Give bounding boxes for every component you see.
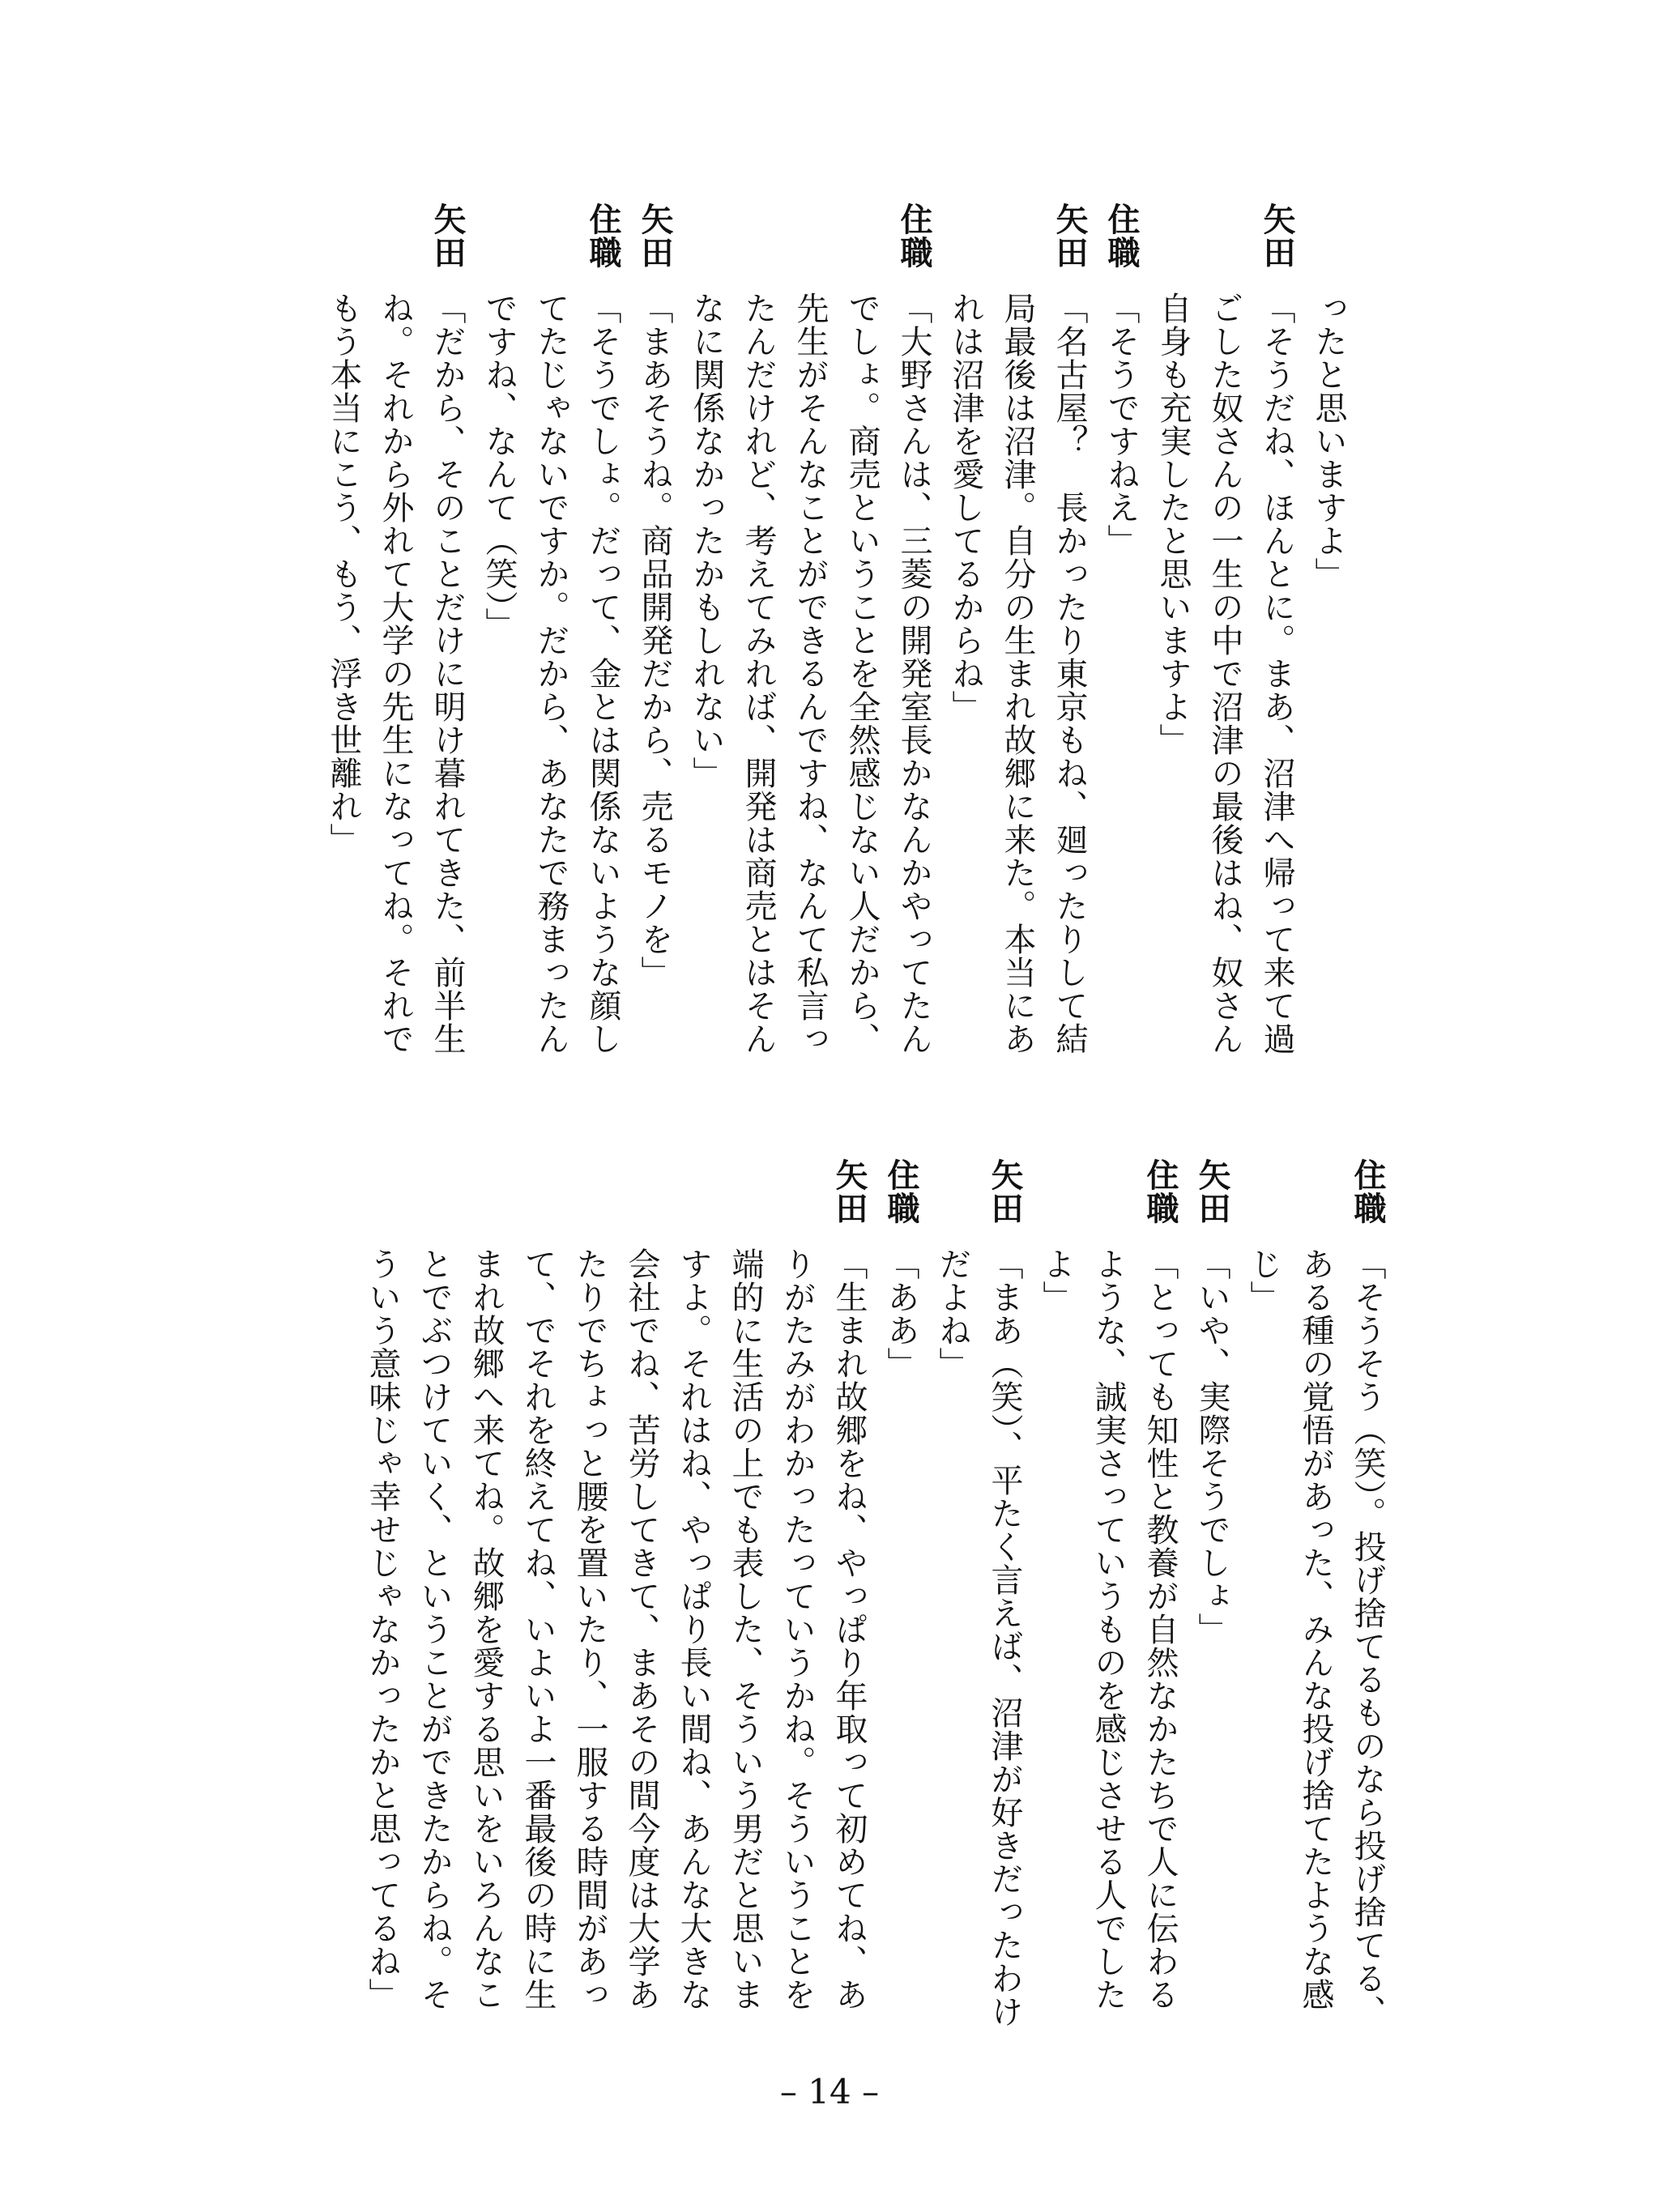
- speaker-label: 住職: [882, 1158, 920, 1225]
- upper-line-7: [992, 202, 1043, 1055]
- lower-line-7: [1030, 1158, 1082, 1314]
- upper-line-20: [318, 202, 369, 856]
- upper-line-8: [940, 202, 992, 723]
- line-text: ういう意味じゃ幸せじゃなかったかと思ってるね」: [364, 1247, 401, 2011]
- line-text: もう本当にこう、もう、浮き世離れ」: [325, 292, 362, 856]
- lower-line-8: [979, 1158, 1030, 2028]
- line-text: まれ故郷へ来てね。故郷を愛する思いをいろんなこ: [467, 1247, 505, 2011]
- speaker-label: 矢田: [636, 202, 674, 269]
- upper-line-3: [1199, 202, 1251, 1055]
- line-text: ったと思いますよ」: [1310, 292, 1347, 590]
- line-text: ですね、なんて（笑）」: [480, 292, 518, 641]
- line-text: てたじゃないですか。だから、あなたで務まったん: [532, 292, 569, 1055]
- upper-line-9: [888, 202, 940, 1055]
- line-text: 「大野さんは、三菱の開発室長かなんかやってたん: [895, 292, 932, 1055]
- upper-line-16: [525, 202, 577, 1055]
- line-text: 「だから、そのことだけに明け暮れてきた、前半生: [429, 292, 466, 1055]
- upper-line-4: [1147, 202, 1199, 757]
- line-text: 「名古屋？ 長かったり東京もね、廻ったりして結: [1051, 292, 1088, 1055]
- speaker-label: 矢田: [1051, 202, 1089, 269]
- line-text: ある種の覚悟があった、みんな投げ捨てたような感: [1297, 1247, 1334, 2011]
- speaker-label: 矢田: [986, 1158, 1024, 1225]
- speaker-label: 矢田: [1193, 1158, 1231, 1225]
- line-text: 先生がそんなことができるんですね、なんて私言っ: [791, 292, 829, 1055]
- speaker-label: 矢田: [830, 1158, 868, 1225]
- line-text: ね。それから外れて大学の先生になってね。それで: [377, 292, 414, 1055]
- upper-line-1: [1303, 202, 1354, 590]
- upper-line-12: [732, 202, 784, 1055]
- line-text: 「とっても知性と教養が自然なかたちで人に伝わる: [1141, 1247, 1179, 2011]
- lower-line-5: [1134, 1158, 1186, 2011]
- lower-line-9: [927, 1158, 979, 1380]
- lower-line-10: [875, 1158, 927, 1380]
- lower-line-3: [1238, 1158, 1290, 1314]
- line-text: 自身も充実したと思いますよ」: [1154, 292, 1192, 757]
- line-text: すよ。それはね、やっぱり長い間ね、あんな大きな: [675, 1247, 712, 2011]
- lower-line-4: [1186, 1158, 1238, 1646]
- line-text: て、でそれを終えてね、いよいよ一番最後の時に生: [519, 1247, 557, 2011]
- line-text: 「そうですねえ」: [1102, 292, 1140, 557]
- line-text: だよね」: [934, 1247, 971, 1380]
- lower-line-17: [512, 1158, 564, 2011]
- line-text: 「そうそう（笑）。投げ捨てるものなら投げ捨てる、: [1349, 1247, 1386, 2028]
- lower-line-2: [1290, 1158, 1341, 2011]
- upper-line-2: [1251, 202, 1303, 1055]
- line-text: たんだけれど、考えてみれば、開発は商売とはそん: [740, 292, 777, 1055]
- lower-line-14: [667, 1158, 719, 2011]
- upper-line-10: [836, 202, 888, 1055]
- upper-line-17: [473, 202, 525, 641]
- lower-line-15: [616, 1158, 667, 2011]
- lower-line-12: [771, 1158, 823, 2011]
- upper-section: [325, 202, 1354, 1199]
- speaker-label: 矢田: [429, 202, 467, 269]
- upper-line-18: [421, 202, 473, 1055]
- lower-section: [223, 1158, 1393, 2154]
- line-text: 「生まれ故郷をね、やっぱり年取って初めてね、あ: [830, 1247, 868, 2011]
- upper-line-5: [1095, 202, 1147, 557]
- lower-line-11: [823, 1158, 875, 2011]
- line-text: 「ああ」: [882, 1247, 919, 1380]
- upper-lines: [325, 202, 1354, 1199]
- line-text: 会社でね、苦労してきて、まあその間今度は大学あ: [623, 1247, 660, 2011]
- line-text: 「そうだね、ほんとに。まあ、沼津へ帰って来て過: [1258, 292, 1295, 1055]
- upper-line-19: [369, 202, 421, 1055]
- upper-line-13: [680, 202, 732, 790]
- line-text: 「そうでしょ。だって、金とは関係ないような顔し: [584, 292, 621, 1055]
- speaker-label: 住職: [1141, 1158, 1179, 1225]
- line-text: 「まあ（笑）、平たく言えば、沼津が好きだったわけ: [986, 1247, 1023, 2028]
- line-text: 「まあそうね。商品開発だから、売るモノを」: [636, 292, 673, 989]
- line-text: よ」: [1038, 1247, 1075, 1314]
- line-text: ごした奴さんの一生の中で沼津の最後はね、奴さん: [1206, 292, 1243, 1055]
- lower-line-20: [356, 1158, 408, 2011]
- line-text: 端的に生活の上でも表した、そういう男だと思いま: [727, 1247, 764, 2011]
- line-text: じ」: [1245, 1247, 1282, 1314]
- line-text: りがたみがわかったっていうかね。そういうことを: [778, 1247, 816, 2011]
- upper-line-15: [577, 202, 629, 1055]
- line-text: とでぶつけていく、ということができたからね。そ: [416, 1247, 453, 2011]
- upper-line-11: [784, 202, 836, 1055]
- lower-line-18: [460, 1158, 512, 2011]
- line-text: 「いや、実際そうでしょ」: [1193, 1247, 1230, 1646]
- line-text: れは沼津を愛してるからね」: [947, 292, 984, 723]
- lower-line-16: [564, 1158, 616, 2011]
- speaker-label: 住職: [895, 202, 933, 269]
- line-text: でしょ。商売ということを全然感じない人だから、: [843, 292, 881, 1055]
- line-text: なに関係なかったかもしれない」: [688, 292, 725, 790]
- lower-line-6: [1082, 1158, 1134, 2011]
- line-text: たりでちょっと腰を置いたり、一服する時間があっ: [571, 1247, 608, 2011]
- line-text: 局最後は沼津。自分の生まれ故郷に来た。本当にあ: [999, 292, 1036, 1055]
- lower-lines: [223, 1158, 1393, 2154]
- speaker-label: 矢田: [1258, 202, 1296, 269]
- upper-line-14: [629, 202, 680, 989]
- speaker-label: 住職: [584, 202, 622, 269]
- lower-line-13: [719, 1158, 771, 2011]
- speaker-label: 住職: [1102, 202, 1141, 269]
- upper-line-6: [1043, 202, 1095, 1055]
- lower-line-1: [1341, 1158, 1393, 2028]
- page-number: – 14 –: [779, 2072, 880, 2112]
- speaker-label: 住職: [1349, 1158, 1387, 1225]
- line-text: ような、誠実さっていうものを感じさせる人でした: [1090, 1247, 1127, 2011]
- lower-line-19: [408, 1158, 460, 2011]
